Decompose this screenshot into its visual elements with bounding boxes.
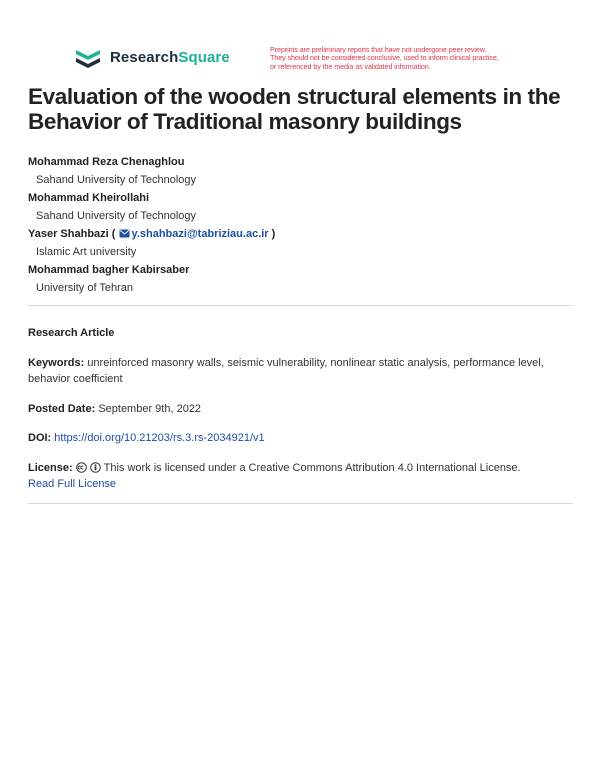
keywords-section (28, 355, 578, 387)
disclaimer-line: Preprints are preliminary reports that have not undergone peer review. (270, 45, 487, 54)
author-affiliation: University of Tehran (36, 282, 134, 294)
author-email-link[interactable] (119, 228, 272, 240)
author-affiliation: Sahand University of Technology (36, 174, 197, 186)
author-name: Mohammad Reza Chenaghlou (28, 156, 185, 168)
paper-title: Evaluation of the wooden structural elements in the Behavior of Traditional masonry buildings (28, 84, 561, 134)
author-affiliation: Islamic Art university (36, 246, 137, 258)
author-affiliation: Sahand University of Technology (36, 210, 197, 222)
keywords-label: Keywords: (28, 357, 85, 369)
envelope-icon (119, 229, 130, 238)
author-name: Mohammad Kheirollahi (28, 192, 150, 204)
attribution-icon (90, 462, 101, 473)
keywords-value: unreinforced masonry walls, seismic vulnerability, nonlinear static analysis, performance level, behavior coefficient (28, 357, 544, 385)
author-email: y.shahbazi@tabriziau.ac.ir (131, 228, 269, 240)
author-name-with-email (28, 225, 578, 243)
posted-date-section (28, 401, 578, 417)
license-section (28, 460, 578, 492)
disclaimer-line: or referenced by the media as validated information. (270, 61, 431, 71)
creative-commons-icon (76, 462, 87, 473)
email-close-paren: ) (271, 228, 276, 240)
divider (28, 305, 573, 306)
doi-section (28, 430, 578, 446)
divider (28, 503, 573, 504)
email-open-paren: ( (111, 228, 116, 240)
disclaimer-line: They should not be considered conclusive, used to inform clinical practice, (270, 53, 499, 63)
author-name: Yaser Shahbazi (28, 228, 109, 240)
brand-accent: Square (178, 48, 230, 66)
header (74, 46, 544, 76)
author-name: Mohammad bagher Kabirsaber (28, 264, 190, 276)
article-type (28, 325, 578, 341)
read-full-license-link[interactable]: Read Full License (28, 478, 117, 490)
posted-date-label: Posted Date: (28, 403, 96, 415)
brand-main: Research (110, 48, 179, 66)
preprint-disclaimer (270, 46, 570, 71)
license-text: This work is licensed under a Creative Commons Attribution 4.0 International License. (103, 462, 521, 474)
research-square-logo-icon (74, 46, 102, 68)
brand-name (110, 49, 230, 66)
doi-label: DOI: (28, 432, 52, 444)
author-list (28, 153, 578, 297)
posted-date-value: September 9th, 2022 (98, 403, 202, 415)
article-type-label: Research Article (28, 327, 115, 339)
doi-link[interactable]: https://doi.org/10.21203/rs.3.rs-2034921/v1 (54, 432, 265, 444)
license-label: License: (28, 462, 73, 474)
research-square-logo[interactable] (74, 46, 230, 68)
